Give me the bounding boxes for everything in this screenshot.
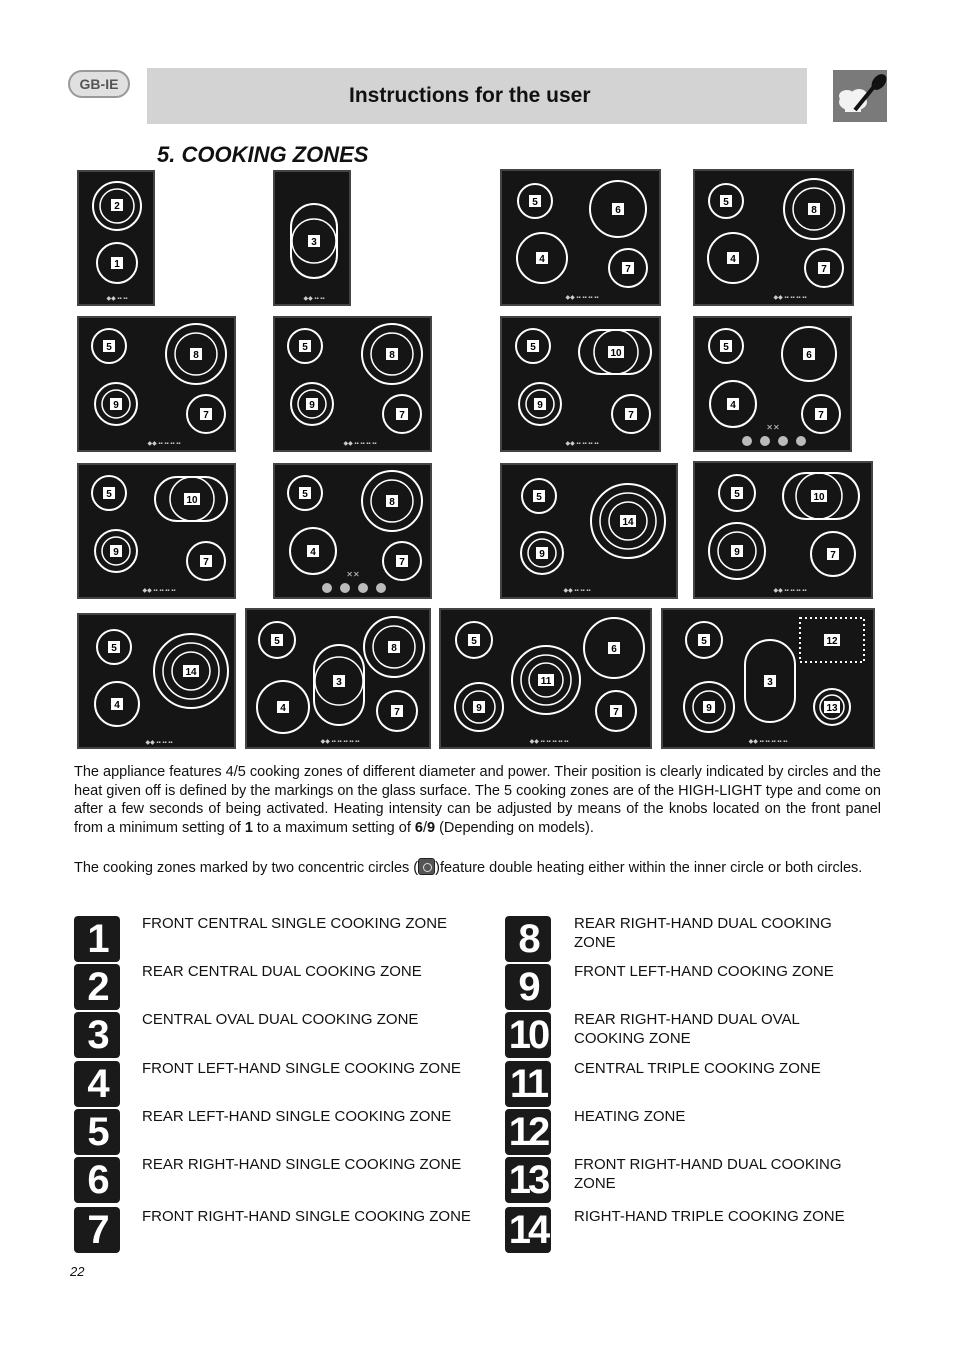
legend-label: HEATING ZONE xyxy=(574,1108,686,1125)
svg-text:5: 5 xyxy=(532,197,538,208)
svg-text:4: 4 xyxy=(730,400,736,411)
header-bar xyxy=(147,68,807,124)
legend-label: RIGHT-HAND TRIPLE COOKING ZONE xyxy=(574,1208,845,1225)
svg-text:3: 3 xyxy=(336,677,342,688)
svg-text:12: 12 xyxy=(826,636,838,647)
hob-svg xyxy=(502,465,676,597)
legend-label: FRONT RIGHT-HAND DUAL COOKING ZONE xyxy=(574,1156,842,1192)
svg-text:8: 8 xyxy=(811,205,817,216)
svg-text:5: 5 xyxy=(471,636,477,647)
svg-text:8: 8 xyxy=(389,350,395,361)
max-setting: 6 xyxy=(414,819,423,836)
slash: / xyxy=(422,819,427,836)
svg-text:◆◆ ▪▪ ▪▪ ▪▪ ▪▪: ◆◆ ▪▪ ▪▪ ▪▪ ▪▪ xyxy=(565,441,599,447)
svg-text:7: 7 xyxy=(818,410,824,421)
svg-text:◆◆ ▪▪ ▪▪ ▪▪ ▪▪ ▪▪: ◆◆ ▪▪ ▪▪ ▪▪ ▪▪ ▪▪ xyxy=(320,739,360,745)
legend-label: FRONT LEFT-HAND COOKING ZONE xyxy=(574,963,834,980)
svg-text:5: 5 xyxy=(734,489,740,500)
svg-text:9: 9 xyxy=(309,400,315,411)
paragraph-text: )feature double heating either within the inner circle or both circles. xyxy=(435,860,863,876)
svg-text:◆◆ ▪▪ ▪▪: ◆◆ ▪▪ ▪▪ xyxy=(303,296,325,302)
hob-svg xyxy=(695,171,852,304)
hob-svg xyxy=(663,610,873,747)
svg-text:8: 8 xyxy=(389,497,395,508)
svg-text:◆◆ ▪▪ ▪▪ ▪▪: ◆◆ ▪▪ ▪▪ ▪▪ xyxy=(145,740,173,746)
svg-text:9: 9 xyxy=(476,703,482,714)
svg-text:13: 13 xyxy=(826,703,838,714)
legend-number: 11 xyxy=(505,1061,551,1107)
svg-text:5: 5 xyxy=(302,342,308,353)
hob-svg xyxy=(695,463,871,597)
hob-svg xyxy=(695,318,850,450)
svg-text:5: 5 xyxy=(274,636,280,647)
svg-text:5: 5 xyxy=(106,489,112,500)
legend-number: 14 xyxy=(505,1207,551,1253)
hob-diagram xyxy=(693,316,852,452)
svg-text:4: 4 xyxy=(730,254,736,265)
svg-text:9: 9 xyxy=(706,703,712,714)
svg-text:◆◆ ▪▪ ▪▪ ▪▪ ▪▪: ◆◆ ▪▪ ▪▪ ▪▪ ▪▪ xyxy=(565,295,599,301)
dual-zone-switch-icon xyxy=(418,858,435,875)
svg-text:10: 10 xyxy=(813,492,825,503)
svg-text:◆◆ ▪▪ ▪▪: ◆◆ ▪▪ ▪▪ xyxy=(106,296,128,302)
hob-svg xyxy=(275,465,430,597)
hob-diagram xyxy=(77,613,236,749)
svg-text:5: 5 xyxy=(302,489,308,500)
svg-text:5: 5 xyxy=(106,342,112,353)
hob-diagram xyxy=(693,461,873,599)
hob-diagram xyxy=(500,169,661,306)
svg-text:5: 5 xyxy=(111,643,117,654)
hob-svg xyxy=(79,318,234,450)
svg-text:◆◆ ▪▪ ▪▪ ▪▪ ▪▪ ▪▪: ◆◆ ▪▪ ▪▪ ▪▪ ▪▪ ▪▪ xyxy=(748,739,788,745)
svg-text:14: 14 xyxy=(622,517,634,528)
legend-number: 4 xyxy=(74,1061,120,1107)
legend-number: 8 xyxy=(505,916,551,962)
svg-text:6: 6 xyxy=(611,644,617,655)
hob-diagram xyxy=(661,608,875,749)
svg-text:9: 9 xyxy=(734,547,740,558)
svg-text:9: 9 xyxy=(113,400,119,411)
svg-text:5: 5 xyxy=(536,492,542,503)
legend-number: 1 xyxy=(74,916,120,962)
svg-text:9: 9 xyxy=(539,549,545,560)
hob-diagram xyxy=(693,169,854,306)
svg-text:5: 5 xyxy=(723,197,729,208)
legend-number: 12 xyxy=(505,1109,551,1155)
svg-text:◆◆ ▪▪ ▪▪ ▪▪ ▪▪: ◆◆ ▪▪ ▪▪ ▪▪ ▪▪ xyxy=(773,588,807,594)
legend-number: 2 xyxy=(74,964,120,1010)
legend-number: 13 xyxy=(505,1157,551,1203)
svg-text:4: 4 xyxy=(280,703,286,714)
hob-diagram xyxy=(500,316,661,452)
legend-label: REAR RIGHT-HAND DUAL OVAL COOKING ZONE xyxy=(574,1011,800,1047)
legend-label: REAR CENTRAL DUAL COOKING ZONE xyxy=(142,963,422,980)
hob-diagram xyxy=(77,316,236,452)
svg-text:4: 4 xyxy=(539,254,545,265)
dual-zone-paragraph xyxy=(74,858,881,878)
svg-text:7: 7 xyxy=(830,550,836,561)
hob-svg xyxy=(441,610,650,747)
svg-text:11: 11 xyxy=(540,676,552,687)
svg-text:7: 7 xyxy=(613,707,619,718)
svg-text:◆◆ ▪▪ ▪▪ ▪▪ ▪▪: ◆◆ ▪▪ ▪▪ ▪▪ ▪▪ xyxy=(773,295,807,301)
paragraph-text: The cooking zones marked by two concentric circles ( xyxy=(74,860,419,876)
hob-diagram xyxy=(500,463,678,599)
svg-text:3: 3 xyxy=(311,237,317,248)
hob-diagram xyxy=(245,608,431,749)
svg-text:9: 9 xyxy=(113,547,119,558)
hob-svg xyxy=(502,318,659,450)
svg-text:◆◆ ▪▪ ▪▪ ▪▪ ▪▪: ◆◆ ▪▪ ▪▪ ▪▪ ▪▪ xyxy=(142,588,176,594)
hob-diagram xyxy=(77,170,155,306)
svg-text:7: 7 xyxy=(821,264,827,275)
legend-number: 7 xyxy=(74,1207,120,1253)
hob-diagram xyxy=(273,316,432,452)
hob-diagram xyxy=(439,608,652,749)
svg-text:7: 7 xyxy=(394,707,400,718)
hob-diagram xyxy=(273,463,432,599)
svg-text:2: 2 xyxy=(114,201,120,212)
paragraph-text: to a maximum setting of xyxy=(252,819,415,836)
legend-label: REAR LEFT-HAND SINGLE COOKING ZONE xyxy=(142,1108,452,1125)
svg-text:10: 10 xyxy=(186,495,198,506)
hob-svg xyxy=(247,610,429,747)
max-setting-alt: 9 xyxy=(427,819,436,836)
svg-text:5: 5 xyxy=(530,342,536,353)
legend-label: FRONT LEFT-HAND SINGLE COOKING ZONE xyxy=(142,1060,461,1077)
svg-text:◆◆ ▪▪ ▪▪ ▪▪ ▪▪: ◆◆ ▪▪ ▪▪ ▪▪ ▪▪ xyxy=(147,441,181,447)
legend-number: 3 xyxy=(74,1012,120,1058)
svg-text:14: 14 xyxy=(185,667,197,678)
min-setting: 1 xyxy=(244,819,253,836)
svg-text:6: 6 xyxy=(615,205,621,216)
svg-text:8: 8 xyxy=(193,350,199,361)
paragraph-text: (Depending on models). xyxy=(435,819,594,836)
legend-label: CENTRAL OVAL DUAL COOKING ZONE xyxy=(142,1011,419,1028)
hob-svg xyxy=(275,318,430,450)
hob-svg xyxy=(502,171,659,304)
legend-label: CENTRAL TRIPLE COOKING ZONE xyxy=(574,1060,821,1077)
header-title: Instructions for the user xyxy=(349,84,591,107)
svg-text:◆◆ ▪▪ ▪▪ ▪▪: ◆◆ ▪▪ ▪▪ ▪▪ xyxy=(563,588,591,594)
svg-text:7: 7 xyxy=(399,410,405,421)
chef-hat-spoon-icon xyxy=(833,70,887,122)
svg-text:5: 5 xyxy=(723,342,729,353)
svg-text:5: 5 xyxy=(701,636,707,647)
svg-text:9: 9 xyxy=(537,400,543,411)
svg-text:3: 3 xyxy=(767,677,773,688)
legend-label: REAR RIGHT-HAND SINGLE COOKING ZONE xyxy=(142,1156,462,1173)
svg-text:6: 6 xyxy=(806,350,812,361)
svg-text:4: 4 xyxy=(310,547,316,558)
svg-text:10: 10 xyxy=(610,348,622,359)
svg-text:4: 4 xyxy=(114,700,120,711)
legend-label: FRONT RIGHT-HAND SINGLE COOKING ZONE xyxy=(142,1208,471,1225)
legend-number: 6 xyxy=(74,1157,120,1203)
section-title: 5. COOKING ZONES xyxy=(157,142,369,167)
legend-number: 5 xyxy=(74,1109,120,1155)
legend-number: 9 xyxy=(505,964,551,1010)
hob-diagram xyxy=(273,170,351,306)
legend-number: 10 xyxy=(505,1012,551,1058)
paragraph-text: The appliance features 4/5 cooking zones of different diameter and power. Their position is clearly indicated by circles and the heat given off is defined by the markings on the glass surface. The 5 cooking zones are of the HIGH-LIGHT type and come on after a few seconds of being activated. Heating intensity can be adjusted by means of the knobs located on the front panel from a minimum setting of xyxy=(74,764,881,836)
legend-label: FRONT CENTRAL SINGLE COOKING ZONE xyxy=(142,915,448,932)
svg-text:1: 1 xyxy=(114,259,120,270)
svg-text:7: 7 xyxy=(628,410,634,421)
country-badge: GB-IE xyxy=(68,70,130,98)
svg-text:8: 8 xyxy=(391,643,397,654)
svg-text:7: 7 xyxy=(203,410,209,421)
svg-text:✕✕: ✕✕ xyxy=(346,570,360,579)
svg-text:◆◆ ▪▪ ▪▪ ▪▪ ▪▪ ▪▪: ◆◆ ▪▪ ▪▪ ▪▪ ▪▪ ▪▪ xyxy=(529,739,569,745)
hob-svg xyxy=(79,465,234,597)
svg-text:◆◆ ▪▪ ▪▪ ▪▪ ▪▪: ◆◆ ▪▪ ▪▪ ▪▪ ▪▪ xyxy=(343,441,377,447)
svg-text:7: 7 xyxy=(625,264,631,275)
hob-svg xyxy=(79,172,153,304)
hob-svg xyxy=(79,615,234,747)
hob-svg xyxy=(275,172,349,304)
page-number: 22 xyxy=(70,1264,85,1279)
hob-diagram xyxy=(77,463,236,599)
legend-label: REAR RIGHT-HAND DUAL COOKING ZONE xyxy=(574,915,832,951)
svg-text:✕✕: ✕✕ xyxy=(766,423,780,432)
svg-text:7: 7 xyxy=(203,557,209,568)
intro-paragraph xyxy=(74,763,881,837)
svg-text:7: 7 xyxy=(399,557,405,568)
